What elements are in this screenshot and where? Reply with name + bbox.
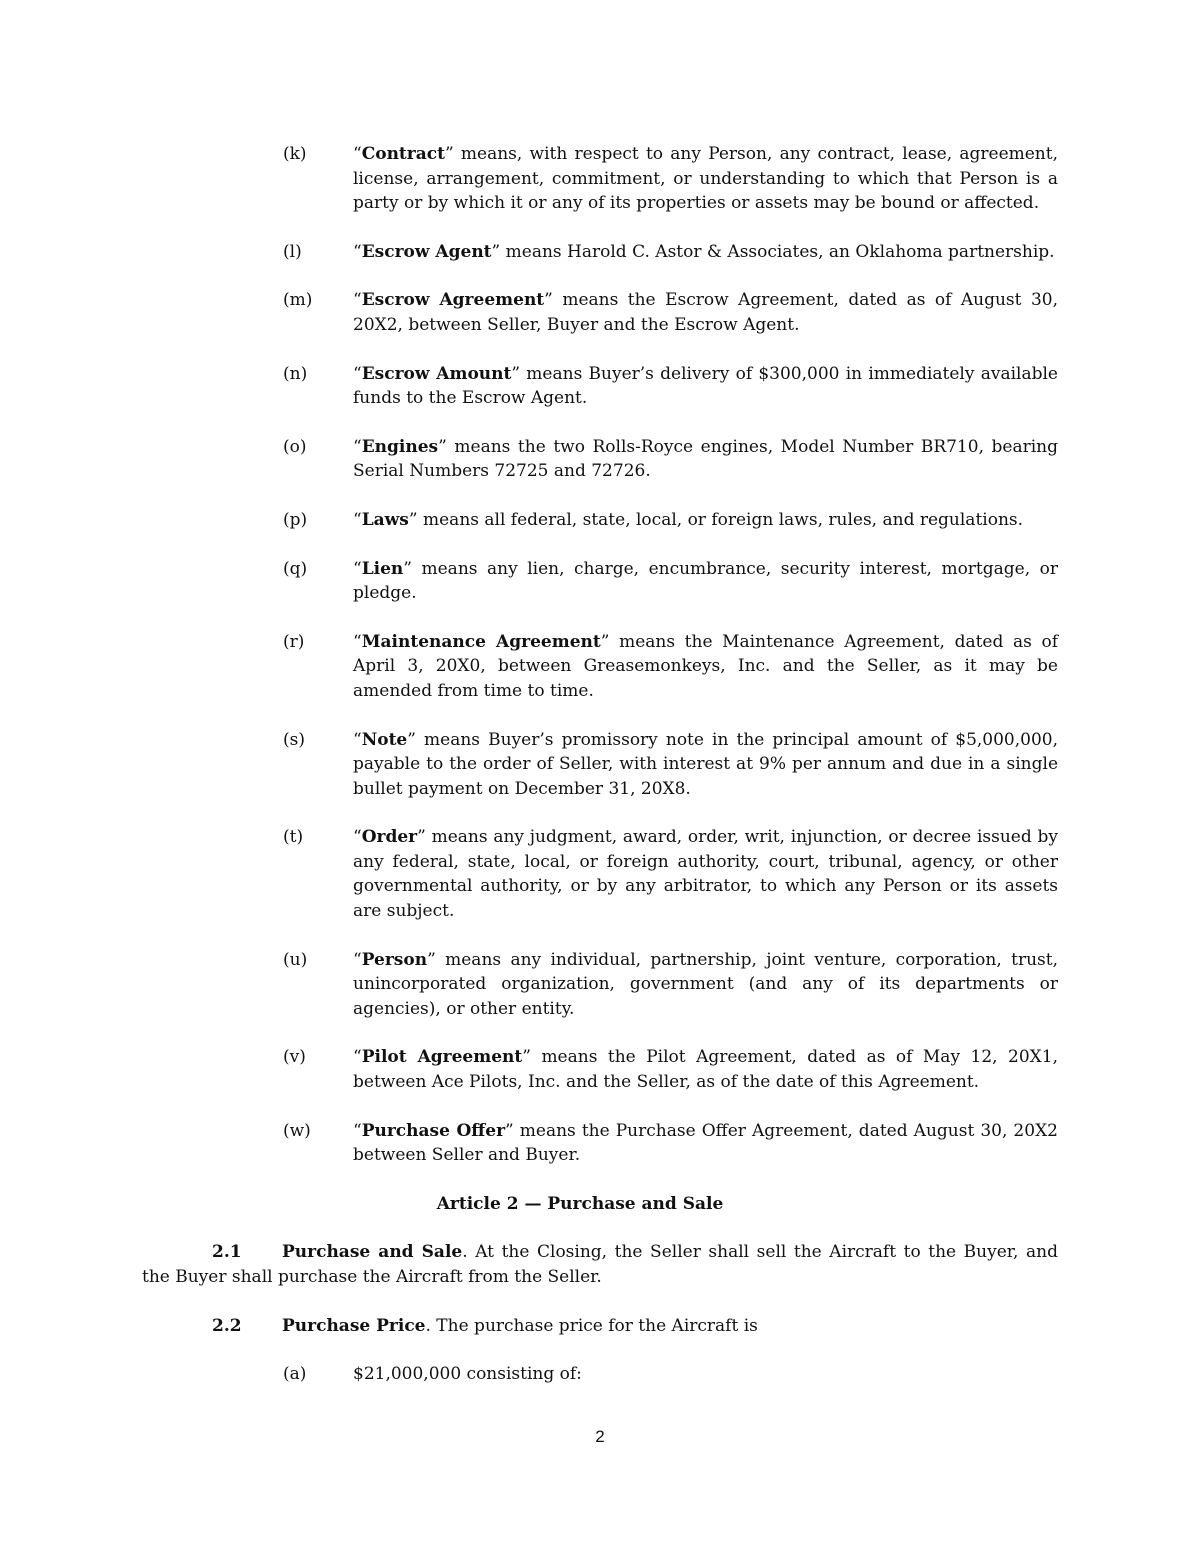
definition-item	[283, 142, 1058, 216]
open-quote: “	[353, 1120, 362, 1141]
open-quote: “	[353, 729, 362, 750]
definition-body	[353, 508, 1058, 533]
definition-body	[353, 948, 1058, 1022]
definition-text: means, with respect to any Person, any contract, lease, agreement, license, arrangement, commitment, or understanding to which that Person is a party or by which it or any of its properties or assets may be bound or affected.	[353, 144, 1058, 214]
definition-text: means any individual, partnership, joint venture, corporation, trust, unincorporated organization, government (and any of its departments or agencies), or other entity.	[353, 949, 1058, 1019]
definition-item	[283, 362, 1058, 411]
open-quote: “	[353, 509, 362, 530]
defined-term: Laws	[361, 509, 409, 530]
open-quote: “	[353, 290, 362, 311]
section-number: 2.2	[212, 1316, 242, 1336]
definition-body	[353, 362, 1058, 411]
definition-label: (p)	[283, 509, 308, 530]
defined-term: Note	[361, 729, 408, 750]
defined-term: Engines	[361, 436, 439, 457]
definition-item	[283, 508, 1058, 533]
defined-term: Person	[361, 949, 428, 970]
definition-text: means the two Rolls-Royce engines, Model Number BR710, bearing Serial Numbers 72725 and 72726.	[353, 436, 1058, 482]
subitem-text: $21,000,000 consisting of:	[353, 1364, 582, 1384]
close-quote: ”	[417, 827, 426, 848]
definition-item	[283, 288, 1058, 337]
defined-term: Contract	[361, 144, 445, 164]
definition-label: (r)	[283, 631, 305, 652]
definition-text: means Buyer’s promissory note in the principal amount of $5,000,000, payable to the order of Seller, with interest at 9% per annum and due in a single bullet payment on December 31, 20X8.	[353, 729, 1058, 799]
section-text: . The purchase price for the Aircraft is	[425, 1316, 758, 1336]
close-quote: ”	[511, 363, 521, 384]
definition-label: (l)	[283, 241, 302, 262]
definition-body	[353, 728, 1058, 802]
definition-text: means Harold C. Astor & Associates, an Oklahoma partnership.	[500, 241, 1055, 262]
close-quote: ”	[491, 241, 501, 262]
definition-text: means any lien, charge, encumbrance, security interest, mortgage, or pledge.	[353, 558, 1058, 604]
definition-body	[353, 825, 1058, 923]
open-quote: “	[353, 363, 362, 384]
definition-label: (u)	[283, 949, 308, 970]
open-quote: “	[353, 631, 362, 652]
defined-term: Purchase Offer	[361, 1120, 506, 1141]
definition-body	[353, 435, 1058, 484]
close-quote: ”	[544, 290, 553, 311]
definition-text: means any judgment, award, order, writ, injunction, or decree issued by any federal, state, local, or foreign authority, court, tribunal, agency, or other governmental authority, or by any arbitrator, to which any Person or its assets are subject.	[353, 827, 1058, 922]
definition-label: (v)	[283, 1047, 306, 1068]
subitem-a	[283, 1362, 582, 1386]
section-number: 2.1	[212, 1242, 242, 1262]
definition-item	[283, 1119, 1058, 1168]
close-quote: ”	[600, 631, 610, 652]
definition-label: (m)	[283, 290, 313, 311]
definition-text: means Buyer’s delivery of $300,000 in immediately available funds to the Escrow Agent.	[353, 363, 1058, 409]
open-quote: “	[353, 241, 362, 262]
definition-text: means all federal, state, local, or foreign laws, rules, and regulations.	[417, 509, 1024, 530]
open-quote: “	[353, 827, 362, 848]
defined-term: Order	[361, 827, 418, 848]
definition-item	[283, 728, 1058, 802]
open-quote: “	[353, 949, 362, 970]
section-2-2	[142, 1314, 1058, 1339]
close-quote: ”	[505, 1120, 514, 1141]
open-quote: “	[353, 1047, 362, 1068]
definition-body	[353, 1045, 1058, 1094]
defined-term: Pilot Agreement	[361, 1047, 523, 1068]
definition-label: (o)	[283, 436, 307, 457]
definition-label: (t)	[283, 827, 304, 848]
defined-term: Lien	[361, 558, 404, 579]
definition-text: means the Escrow Agreement, dated as of August 30, 20X2, between Seller, Buyer and the Escrow Agent.	[353, 290, 1058, 335]
definition-item	[283, 948, 1058, 1022]
defined-term: Escrow Agreement	[361, 290, 545, 311]
close-quote: ”	[407, 729, 416, 750]
definition-body	[353, 240, 1058, 265]
definition-text: means the Maintenance Agreement, dated as of April 3, 20X0, between Greasemonkeys, Inc. and the Seller, as it may be amended from time to time.	[353, 631, 1058, 701]
definition-text: means the Pilot Agreement, dated as of May 12, 20X1, between Ace Pilots, Inc. and the Seller, as of the date of this Agreement.	[353, 1047, 1058, 1093]
section-2-1	[142, 1240, 1058, 1290]
defined-term: Maintenance Agreement	[361, 631, 601, 652]
definition-body	[353, 142, 1058, 216]
definition-text: means the Purchase Offer Agreement, dated August 30, 20X2 between Seller and Buyer.	[353, 1120, 1058, 1166]
definition-label: (k)	[283, 144, 307, 164]
definition-body	[353, 1119, 1058, 1168]
open-quote: “	[353, 558, 362, 579]
definition-item	[283, 630, 1058, 704]
definition-label: (n)	[283, 363, 308, 384]
definition-item	[283, 435, 1058, 484]
definition-item	[283, 240, 1058, 265]
close-quote: ”	[438, 436, 447, 457]
definition-label: (s)	[283, 729, 305, 750]
section-text: . At the Closing, the Seller shall sell the Aircraft to the Buyer, and the Buyer shall purchase the Aircraft from the Seller.	[142, 1242, 1058, 1287]
page-number: 2	[595, 1427, 605, 1446]
close-quote: ”	[403, 558, 412, 579]
close-quote: ”	[427, 949, 436, 970]
definition-body	[353, 557, 1058, 606]
open-quote: “	[353, 144, 362, 164]
subitem-label: (a)	[283, 1364, 307, 1384]
close-quote: ”	[408, 509, 418, 530]
definition-label: (w)	[283, 1120, 311, 1141]
defined-term: Escrow Agent	[361, 241, 492, 262]
definition-body	[353, 288, 1058, 337]
open-quote: “	[353, 436, 362, 457]
close-quote: ”	[522, 1047, 531, 1068]
definition-item	[283, 825, 1058, 923]
close-quote: ”	[444, 144, 454, 164]
definition-body	[353, 630, 1058, 704]
article-heading: Article 2 — Purchase and Sale	[436, 1194, 724, 1214]
definition-item	[283, 557, 1058, 606]
definitions-list	[283, 142, 1058, 1192]
defined-term: Escrow Amount	[361, 363, 512, 384]
definition-label: (q)	[283, 558, 308, 579]
section-title: Purchase Price	[282, 1316, 426, 1336]
definition-item	[283, 1045, 1058, 1094]
section-title: Purchase and Sale	[282, 1242, 463, 1262]
